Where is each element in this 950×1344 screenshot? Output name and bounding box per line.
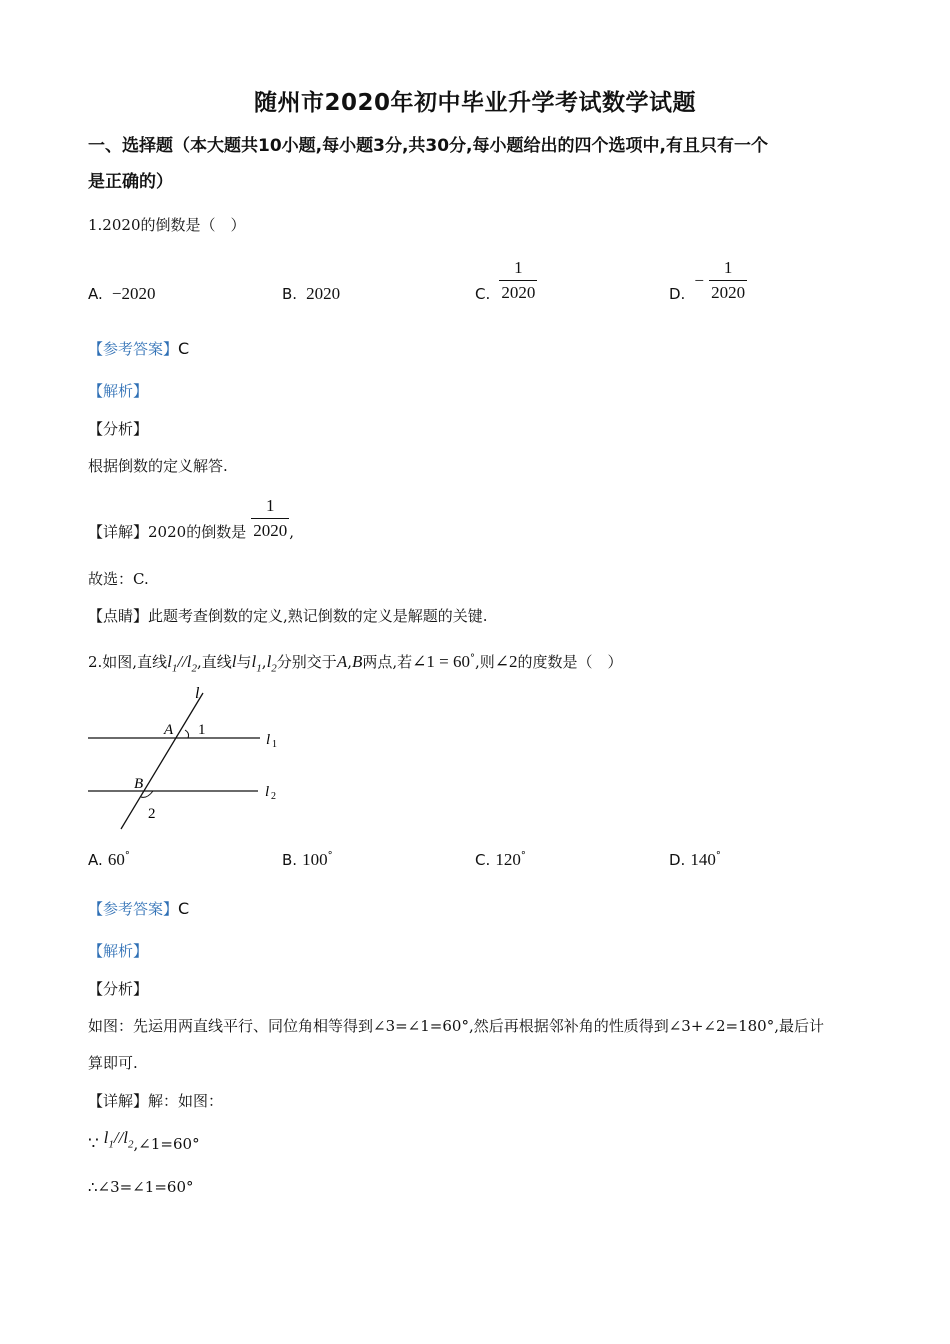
- q2-answer: [88, 898, 189, 919]
- q1-option-a-value: −2020: [111, 284, 156, 303]
- q2-stem-e: 分别交于: [276, 653, 337, 671]
- q1-detail-text: 2020的倒数是: [148, 523, 247, 541]
- label-l: l: [195, 685, 200, 702]
- q2-because-l2: [123, 1128, 134, 1151]
- q2-because-l1: [103, 1128, 114, 1151]
- q2-option-a-deg: °: [124, 850, 130, 862]
- line-l: [121, 693, 203, 829]
- q2-option-c-label: C.: [475, 851, 491, 869]
- q2-l2: [186, 652, 198, 675]
- q2-because-l1-sub: 1: [108, 1138, 114, 1151]
- q2-stem-f: 两点,若: [362, 653, 413, 671]
- q2-because-l2-sub: 2: [128, 1138, 134, 1151]
- q1-option-b: [282, 284, 340, 304]
- q2-because-l1-letter: l: [103, 1128, 109, 1147]
- q2-because-line: [88, 1128, 200, 1156]
- q2-angle2: ∠2: [494, 652, 518, 671]
- q2-answer-tag: 【参考答案】: [88, 900, 179, 918]
- label-l2: l: [265, 784, 270, 800]
- q2-because-parallel: //: [113, 1128, 124, 1147]
- q2-fenxi-line1: 如图：先运用两直线平行、同位角相等得到∠3=∠1=60°,然后再根据邻补角的性质得到∠3+∠2=180°,最后计: [88, 1017, 824, 1035]
- q2-point-a: A: [336, 652, 348, 671]
- q1-fenxi-tag: 【分析】: [88, 420, 149, 438]
- q1-option-c-label: C.: [475, 285, 491, 303]
- q2-detail: [88, 1090, 223, 1111]
- q2-l1-sub: 1: [171, 662, 178, 675]
- q2-stem-g: ,则: [475, 653, 495, 671]
- q2-option-c-deg: °: [520, 850, 526, 862]
- label-angle2: 2: [148, 806, 156, 822]
- q1-option-a-label: A.: [88, 285, 103, 303]
- q2-l2-again: [266, 652, 277, 675]
- label-l1: l: [266, 732, 271, 748]
- q1-option-b-label: B.: [282, 285, 298, 303]
- q2-l2-again-sub: 2: [271, 662, 277, 675]
- page-title: 随州市2020年初中毕业升学考试数学试题: [253, 90, 696, 116]
- q1-fenxi-text: 根据倒数的定义解答.: [88, 457, 228, 475]
- q1-detail-fraction: [251, 496, 289, 541]
- q1-option-c-fraction: [499, 258, 537, 303]
- q2-option-b-label: B.: [282, 851, 298, 869]
- q2-detail-tag: 【详解】: [88, 1092, 149, 1110]
- q2-stem-h: 的度数是（ ）: [517, 653, 623, 671]
- q1-option-b-value: 2020: [306, 284, 341, 303]
- angle1-arc: [185, 730, 189, 738]
- q2-option-a-label: A.: [88, 851, 103, 869]
- q1-detail-numerator: 1: [266, 496, 275, 515]
- q1-review: [88, 605, 488, 626]
- q2-l1-letter: l: [167, 652, 172, 671]
- because-symbol: ∵: [88, 1134, 99, 1154]
- q2-l1-again-letter: l: [251, 652, 257, 671]
- q1-option-d-fraction: [709, 258, 747, 303]
- label-l1-sub: 1: [272, 739, 277, 750]
- q1-choose: 故选：C.: [88, 570, 149, 588]
- q2-option-a: [88, 850, 130, 870]
- q1-option-a: [88, 284, 155, 304]
- section-heading-line1: 一、选择题（本大题共10小题,每小题3分,共30分,每小题给出的四个选项中,有且只有一个: [88, 136, 768, 156]
- q1-option-c-numerator: 1: [514, 258, 523, 277]
- q2-stem-c: 与: [236, 653, 252, 671]
- q2-l1-again-sub: 1: [256, 662, 262, 675]
- q2-line-l: l: [231, 652, 237, 671]
- q1-answer: [88, 338, 189, 359]
- q2-option-c: [475, 850, 526, 870]
- q2-fenxi-tag: 【分析】: [88, 980, 149, 998]
- q1-option-d-sign: −: [694, 270, 705, 290]
- q2-stem-b: ,直线: [197, 653, 232, 671]
- label-a: A: [164, 722, 174, 738]
- q1-option-d-numerator: 1: [723, 258, 733, 277]
- q2-therefore-line: ∴∠3=∠1=60°: [88, 1178, 194, 1196]
- q2-figure: [88, 685, 288, 835]
- q2-stem-d: ,: [261, 653, 267, 671]
- q2-comma: ,: [347, 653, 352, 671]
- q2-option-d-label: D.: [669, 851, 686, 869]
- q2-detail-text: 解：如图：: [148, 1092, 224, 1110]
- q2-angle1-deg: °: [470, 653, 475, 664]
- label-l2-sub: 2: [271, 791, 276, 802]
- q1-analysis-tag: 【解析】: [88, 382, 149, 400]
- q1-detail-tag: 【详解】: [88, 523, 149, 541]
- q1-review-text: 此题考查倒数的定义,熟记倒数的定义是解题的关键.: [148, 607, 488, 625]
- q2-parallel: //: [177, 652, 187, 671]
- q2-option-b-value: 100: [302, 850, 328, 869]
- q2-stem: [88, 651, 623, 674]
- q1-option-d-denominator: 2020: [709, 280, 747, 303]
- label-b: B: [134, 776, 144, 792]
- q1-option-d: [669, 258, 747, 303]
- q2-l1-again: [251, 652, 262, 675]
- q2-fenxi-line2: 算即可.: [88, 1054, 138, 1072]
- q2-because-tail: ,∠1=60°: [133, 1135, 200, 1153]
- q2-point-b: B: [351, 652, 363, 671]
- q1-review-tag: 【点睛】: [88, 607, 149, 625]
- q2-answer-value: C: [178, 899, 190, 918]
- q1-detail-denominator: 2020: [251, 518, 289, 541]
- q1-option-c: [475, 258, 537, 303]
- q2-angle1: ∠1 = 60: [412, 652, 470, 671]
- q1-option-c-denominator: 2020: [499, 280, 537, 303]
- q1-answer-tag: 【参考答案】: [88, 340, 179, 358]
- q2-l2-sub: 2: [191, 662, 198, 675]
- q2-stem-a: 2.如图,直线: [88, 653, 168, 671]
- q2-option-b-deg: °: [327, 850, 333, 862]
- q2-l2-again-letter: l: [266, 652, 272, 671]
- q2-l1: [167, 652, 178, 675]
- q2-option-a-value: 60: [107, 850, 125, 869]
- q2-option-c-value: 120: [495, 850, 521, 869]
- q1-detail: [88, 496, 294, 541]
- q2-option-d-value: 140: [690, 850, 716, 869]
- q2-because-l2-letter: l: [123, 1128, 129, 1147]
- section-heading-line2: 是正确的）: [88, 172, 173, 192]
- q1-option-d-label: D.: [669, 285, 686, 303]
- q1-stem: 1.2020的倒数是（ ）: [88, 216, 246, 234]
- label-angle1: 1: [198, 722, 206, 738]
- q2-analysis-tag: 【解析】: [88, 942, 149, 960]
- q2-l2-letter: l: [186, 652, 192, 671]
- q1-answer-value: C: [178, 339, 190, 358]
- q2-option-d-deg: °: [715, 850, 721, 862]
- q2-option-d: [669, 850, 721, 870]
- q2-option-b: [282, 850, 333, 870]
- q1-detail-end: ,: [289, 523, 295, 541]
